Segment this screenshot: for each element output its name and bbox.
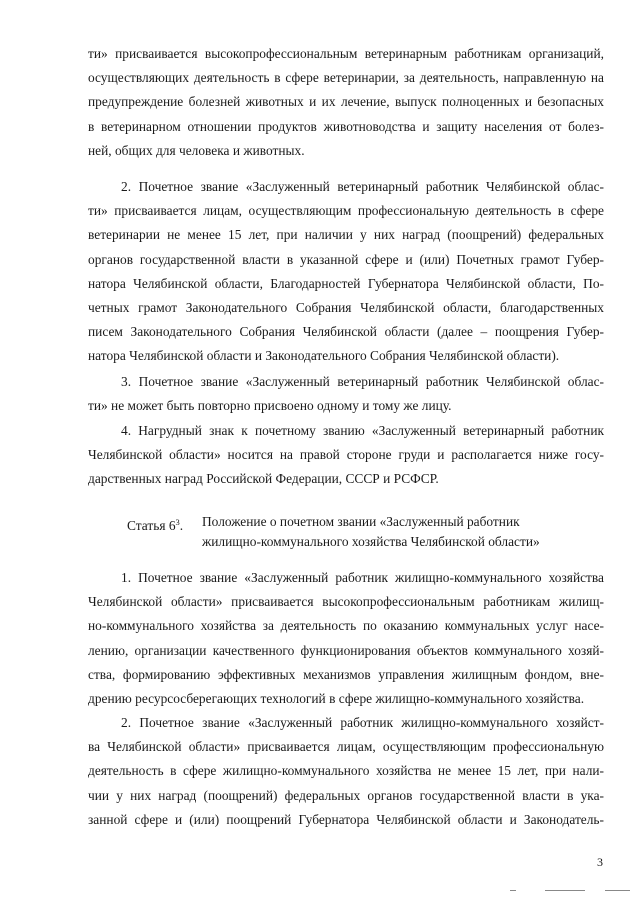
text-line: дарственных наград Российской Федерации, СССР и РСФСР. xyxy=(88,471,439,487)
text-line: занной сфере и (или) поощрений Губернатора Челябинской области и Законодатель- xyxy=(88,811,604,827)
text-line: 4. Нагрудный знак к почетному званию «Заслуженный ветеринарный работник xyxy=(121,423,604,438)
text-line: но-коммунального хозяйства за деятельность по оказанию коммунальных услуг насе- xyxy=(88,618,604,634)
paragraph-article-item-2 xyxy=(88,711,604,832)
scan-artifact xyxy=(510,890,516,891)
text-line: ти» присваивается высокопрофессиональным ветеринарным работникам организаций, xyxy=(88,46,604,61)
scan-artifact xyxy=(545,890,585,891)
text-line: ветеринарии не менее 15 лет, при наличии у них наград (поощрений) федеральных xyxy=(88,227,604,243)
text-line: писем Законодательного Собрания Челябинской области (далее – поощрения Губер- xyxy=(88,324,604,340)
text-line: 1. Почетное звание «Заслуженный работник жилищно-коммунального хозяйства xyxy=(121,570,604,585)
text-line: 3. Почетное звание «Заслуженный ветеринарный работник Челябинской облас- xyxy=(121,374,604,389)
text-line: осуществляющих деятельность в сфере ветеринарии, за деятельность, направленную на xyxy=(88,70,604,86)
text-line: ти» присваивается лицам, осуществляющим профессиональную деятельность в сфере xyxy=(88,203,604,219)
text-line: ней, общих для человека и животных. xyxy=(88,142,305,158)
paragraph-continuation xyxy=(88,42,604,163)
article-title-line: жилищно-коммунального хозяйства Челябинской области» xyxy=(202,534,540,549)
text-line: натора Челябинской области, Благодарностей Губернатора Челябинской области, По- xyxy=(88,275,604,291)
article-number xyxy=(127,512,183,536)
text-line: лению, организации качественного функционирования объектов коммунального хозяй- xyxy=(88,642,604,658)
text-line: Челябинской области» присваивается высокопрофессиональным работникам жилищ- xyxy=(88,594,604,610)
paragraph-item-4 xyxy=(88,419,604,492)
scan-artifact xyxy=(605,890,630,891)
text-line: Челябинской области» носится на правой стороне груди и располагается ниже госу- xyxy=(88,447,604,463)
text-line: ва Челябинской области» присваивается лицам, осуществляющим профессиональную xyxy=(88,739,604,755)
paragraph-item-2 xyxy=(88,175,604,369)
text-line: четных грамот Законодательного Собрания Челябинской области, благодарственных xyxy=(88,299,604,315)
article-title-line: Положение о почетном звании «Заслуженный работник xyxy=(202,514,520,529)
text-line: в ветеринарном отношении продуктов животноводства и защиту населения от болез- xyxy=(88,118,604,134)
text-line: 2. Почетное звание «Заслуженный работник жилищно-коммунального хозяйст- xyxy=(121,715,604,730)
article-title xyxy=(202,512,587,552)
article-number-suffix: . xyxy=(179,518,184,533)
text-line: деятельность в сфере жилищно-коммунального хозяйства не менее 15 лет, при нали- xyxy=(88,763,604,779)
paragraph-article-item-1 xyxy=(88,566,604,711)
text-line: предупреждение болезней животных и их лечение, выпуск полноценных и безопасных xyxy=(88,94,604,110)
text-line: органов государственной власти в указанной сфере и (или) Почетных грамот Губер- xyxy=(88,251,604,267)
text-line: чии у них наград (поощрений) федеральных органов государственной власти в ука- xyxy=(88,787,604,803)
page-number: 3 xyxy=(597,855,603,869)
article-number-prefix: Статья 6 xyxy=(127,518,176,533)
article-number-superscript: 3 xyxy=(175,517,180,527)
text-line: ти» не может быть повторно присвоено одному и тому же лицу. xyxy=(88,398,452,414)
text-line: 2. Почетное звание «Заслуженный ветеринарный работник Челябинской облас- xyxy=(121,179,604,194)
paragraph-item-3 xyxy=(88,370,604,418)
text-line: ства, формированию эффективных механизмов управления жилищным фондом, вне- xyxy=(88,666,604,682)
text-line: дрению ресурсосберегающих технологий в сфере жилищно-коммунального хозяйства. xyxy=(88,690,585,706)
text-line: натора Челябинской области и Законодательного Собрания Челябинской области). xyxy=(88,348,560,364)
